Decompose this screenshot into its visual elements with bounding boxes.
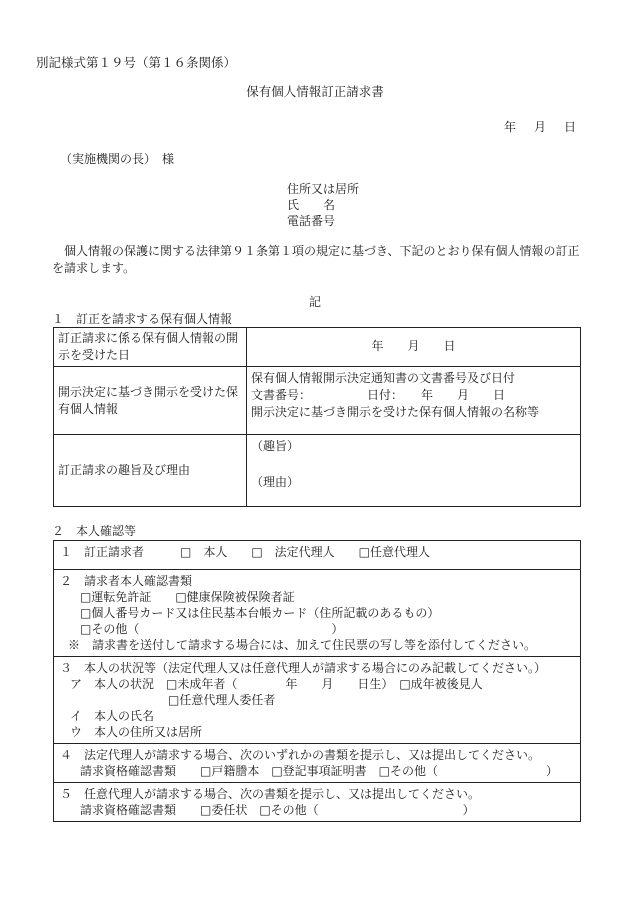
address-label: 住所又は居所 bbox=[287, 182, 360, 196]
principal-address-line[interactable]: ウ 本人の住所又は居所 bbox=[70, 725, 203, 739]
disclosed-info-name-line: 開示決定に基づき開示を受けた保有個人情報の名称等 bbox=[251, 405, 540, 419]
table-row bbox=[54, 657, 581, 744]
date-day: 日 bbox=[564, 120, 577, 134]
ki-mark: 記 bbox=[308, 295, 321, 309]
purpose-reason-field[interactable] bbox=[247, 435, 581, 507]
identity-check-table bbox=[53, 540, 581, 822]
table-row bbox=[54, 783, 581, 822]
date-month: 月 bbox=[534, 120, 547, 134]
table-row bbox=[54, 367, 581, 435]
request-date bbox=[504, 120, 576, 136]
table-row bbox=[54, 328, 581, 367]
intro-paragraph: 個人情報の保護に関する法律第９１条第１項の規定に基づき、下記のとおり保有個人情報の訂正を請求します。 bbox=[52, 244, 580, 275]
voluntary-agent-docs-heading: ５ 任意代理人が請求する場合、次の書類を提示し、又は提出してください。 bbox=[60, 787, 481, 801]
table-row bbox=[54, 570, 581, 657]
id-documents-option-1[interactable]: □運転免許証 □健康保険被保険者証 bbox=[80, 590, 295, 604]
requester-info bbox=[287, 181, 359, 229]
voluntary-agent-docs-block bbox=[54, 783, 581, 822]
disclosure-date-label: 訂正請求に係る保有個人情報の開示を受けた日 bbox=[54, 328, 247, 367]
voluntary-agent-docs-options[interactable]: 請求資格確認書類 □委任状 □その他（ ） bbox=[80, 803, 475, 817]
doc-number-line bbox=[251, 387, 576, 404]
disclosed-info-label: 開示決定に基づき開示を受けた保有個人情報 bbox=[54, 367, 247, 435]
id-documents-option-other[interactable]: □その他（ ） bbox=[80, 622, 344, 636]
legal-agent-docs-heading: ４ 法定代理人が請求する場合、次のいずれかの書類を提示し、又は提出してください。 bbox=[60, 748, 541, 762]
id-documents-option-2[interactable]: □個人番号カード又は住民基本台帳カード（住所記載のあるもの） bbox=[80, 606, 440, 620]
table-row bbox=[54, 541, 581, 570]
table-row bbox=[54, 435, 581, 507]
principal-status-options[interactable]: ア 本人の状況 □未成年者（ 年 月 日生） □成年被後見人 bbox=[70, 677, 483, 691]
name-label: 氏 名 bbox=[287, 198, 336, 212]
requester-type-row[interactable]: １ 訂正請求者 □ 本人 □ 法定代理人 □任意代理人 bbox=[54, 541, 581, 570]
doc-number-label: 文書番号： bbox=[251, 388, 312, 402]
correction-info-table bbox=[53, 327, 581, 507]
phone-label: 電話番号 bbox=[287, 214, 336, 228]
purpose-label: （趣旨） bbox=[251, 439, 300, 453]
id-documents-block bbox=[54, 570, 581, 657]
principal-status-option-delegator[interactable]: □任意代理人委任者 bbox=[168, 693, 276, 707]
section1-heading: １ 訂正を請求する保有個人情報 bbox=[52, 312, 233, 326]
section2-heading: ２ 本人確認等 bbox=[52, 524, 137, 538]
notice-doc-line: 保有個人情報開示決定通知書の文書番号及び日付 bbox=[251, 371, 516, 385]
form-number: 別記様式第１９号（第１６条関係） bbox=[36, 55, 237, 70]
legal-agent-docs-block bbox=[54, 744, 581, 783]
principal-status-heading: ３ 本人の状況等（法定代理人又は任意代理人が請求する場合にのみ記載してください。） bbox=[60, 661, 547, 675]
principal-name-line[interactable]: イ 本人の氏名 bbox=[70, 709, 155, 723]
date-year: 年 bbox=[504, 120, 517, 134]
reason-label: （理由） bbox=[251, 475, 300, 489]
legal-agent-docs-options[interactable]: 請求資格確認書類 □戸籍謄本 □登記事項証明書 □その他（ ） bbox=[80, 764, 559, 778]
table-row bbox=[54, 744, 581, 783]
disclosure-date-field[interactable]: 年 月 日 bbox=[247, 328, 581, 367]
recipient: （実施機関の長） 様 bbox=[60, 152, 175, 166]
purpose-reason-label: 訂正請求の趣旨及び理由 bbox=[54, 435, 247, 507]
disclosed-info-field[interactable] bbox=[247, 367, 581, 435]
principal-status-block bbox=[54, 657, 581, 744]
doc-date-label: 日付： 年 月 日 bbox=[367, 388, 506, 402]
document-title: 保有個人情報訂正請求書 bbox=[246, 84, 384, 99]
id-documents-heading: ２ 請求者本人確認書類 bbox=[60, 574, 193, 588]
id-documents-note: ※ 請求書を送付して請求する場合には、加えて住民票の写し等を添付してください。 bbox=[68, 638, 537, 652]
